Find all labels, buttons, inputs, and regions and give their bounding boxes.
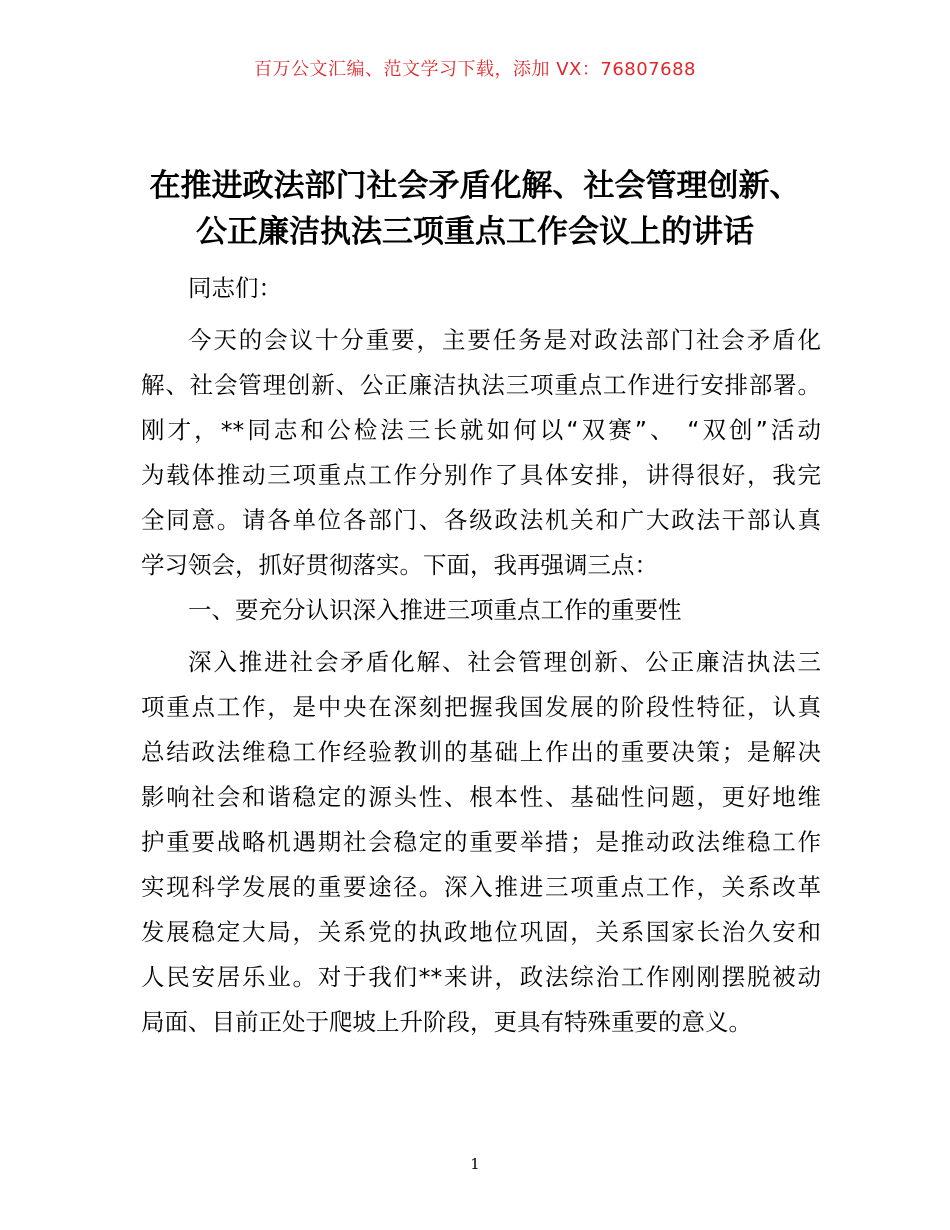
paragraph-line: 项重点工作，是中央在深刻把握我国发展的阶段性特征，认真 [141, 693, 821, 721]
paragraph-line: 学习领会，抓好贯彻落实。下面，我再强调三点： [141, 551, 658, 579]
paragraph-line: 总结政法维稳工作经验教训的基础上作出的重要决策；是解决 [141, 738, 821, 766]
paragraph-line: 全同意。请各单位各部门、各级政法机关和广大政法干部认真 [141, 506, 821, 534]
section-heading: 一、要充分认识深入推进三项重点工作的重要性 [188, 596, 682, 624]
paragraph-line: 深入推进社会矛盾化解、社会管理创新、公正廉洁执法三 [188, 648, 821, 676]
paragraph-line: 发展稳定大局，关系党的执政地位巩固，关系国家长治久安和 [141, 918, 821, 946]
header-watermark: 百万公文汇编、范文学习下载，添加 VX：76807688 [254, 59, 696, 80]
paragraph-line: 为载体推动三项重点工作分别作了具体安排，讲得很好，我完 [141, 461, 821, 489]
paragraph-line: 今天的会议十分重要，主要任务是对政法部门社会矛盾化 [188, 326, 821, 354]
document-title-line-2: 公正廉洁执法三项重点工作会议上的讲话 [196, 214, 754, 250]
paragraph-line: 刚才，**同志和公检法三长就如何以“双赛”、 “双创”活动 [141, 416, 821, 444]
page-number: 1 [470, 1155, 480, 1173]
paragraph-line: 人民安居乐业。对于我们**来讲，政法综治工作刚刚摆脱被动 [141, 963, 821, 991]
salutation: 同志们： [188, 274, 282, 302]
paragraph-line: 解、社会管理创新、公正廉洁执法三项重点工作进行安排部署。 [141, 371, 821, 399]
paragraph-line: 护重要战略机遇期社会稳定的重要举措；是推动政法维稳工作 [141, 828, 821, 856]
paragraph-line: 局面、目前正处于爬坡上升阶段，更具有特殊重要的意义。 [141, 1008, 752, 1036]
paragraph-line: 实现科学发展的重要途径。深入推进三项重点工作，关系改革 [141, 873, 821, 901]
document-title-line-1: 在推进政法部门社会矛盾化解、社会管理创新、 [149, 168, 801, 204]
paragraph-line: 影响社会和谐稳定的源头性、根本性、基础性问题，更好地维 [141, 783, 821, 811]
